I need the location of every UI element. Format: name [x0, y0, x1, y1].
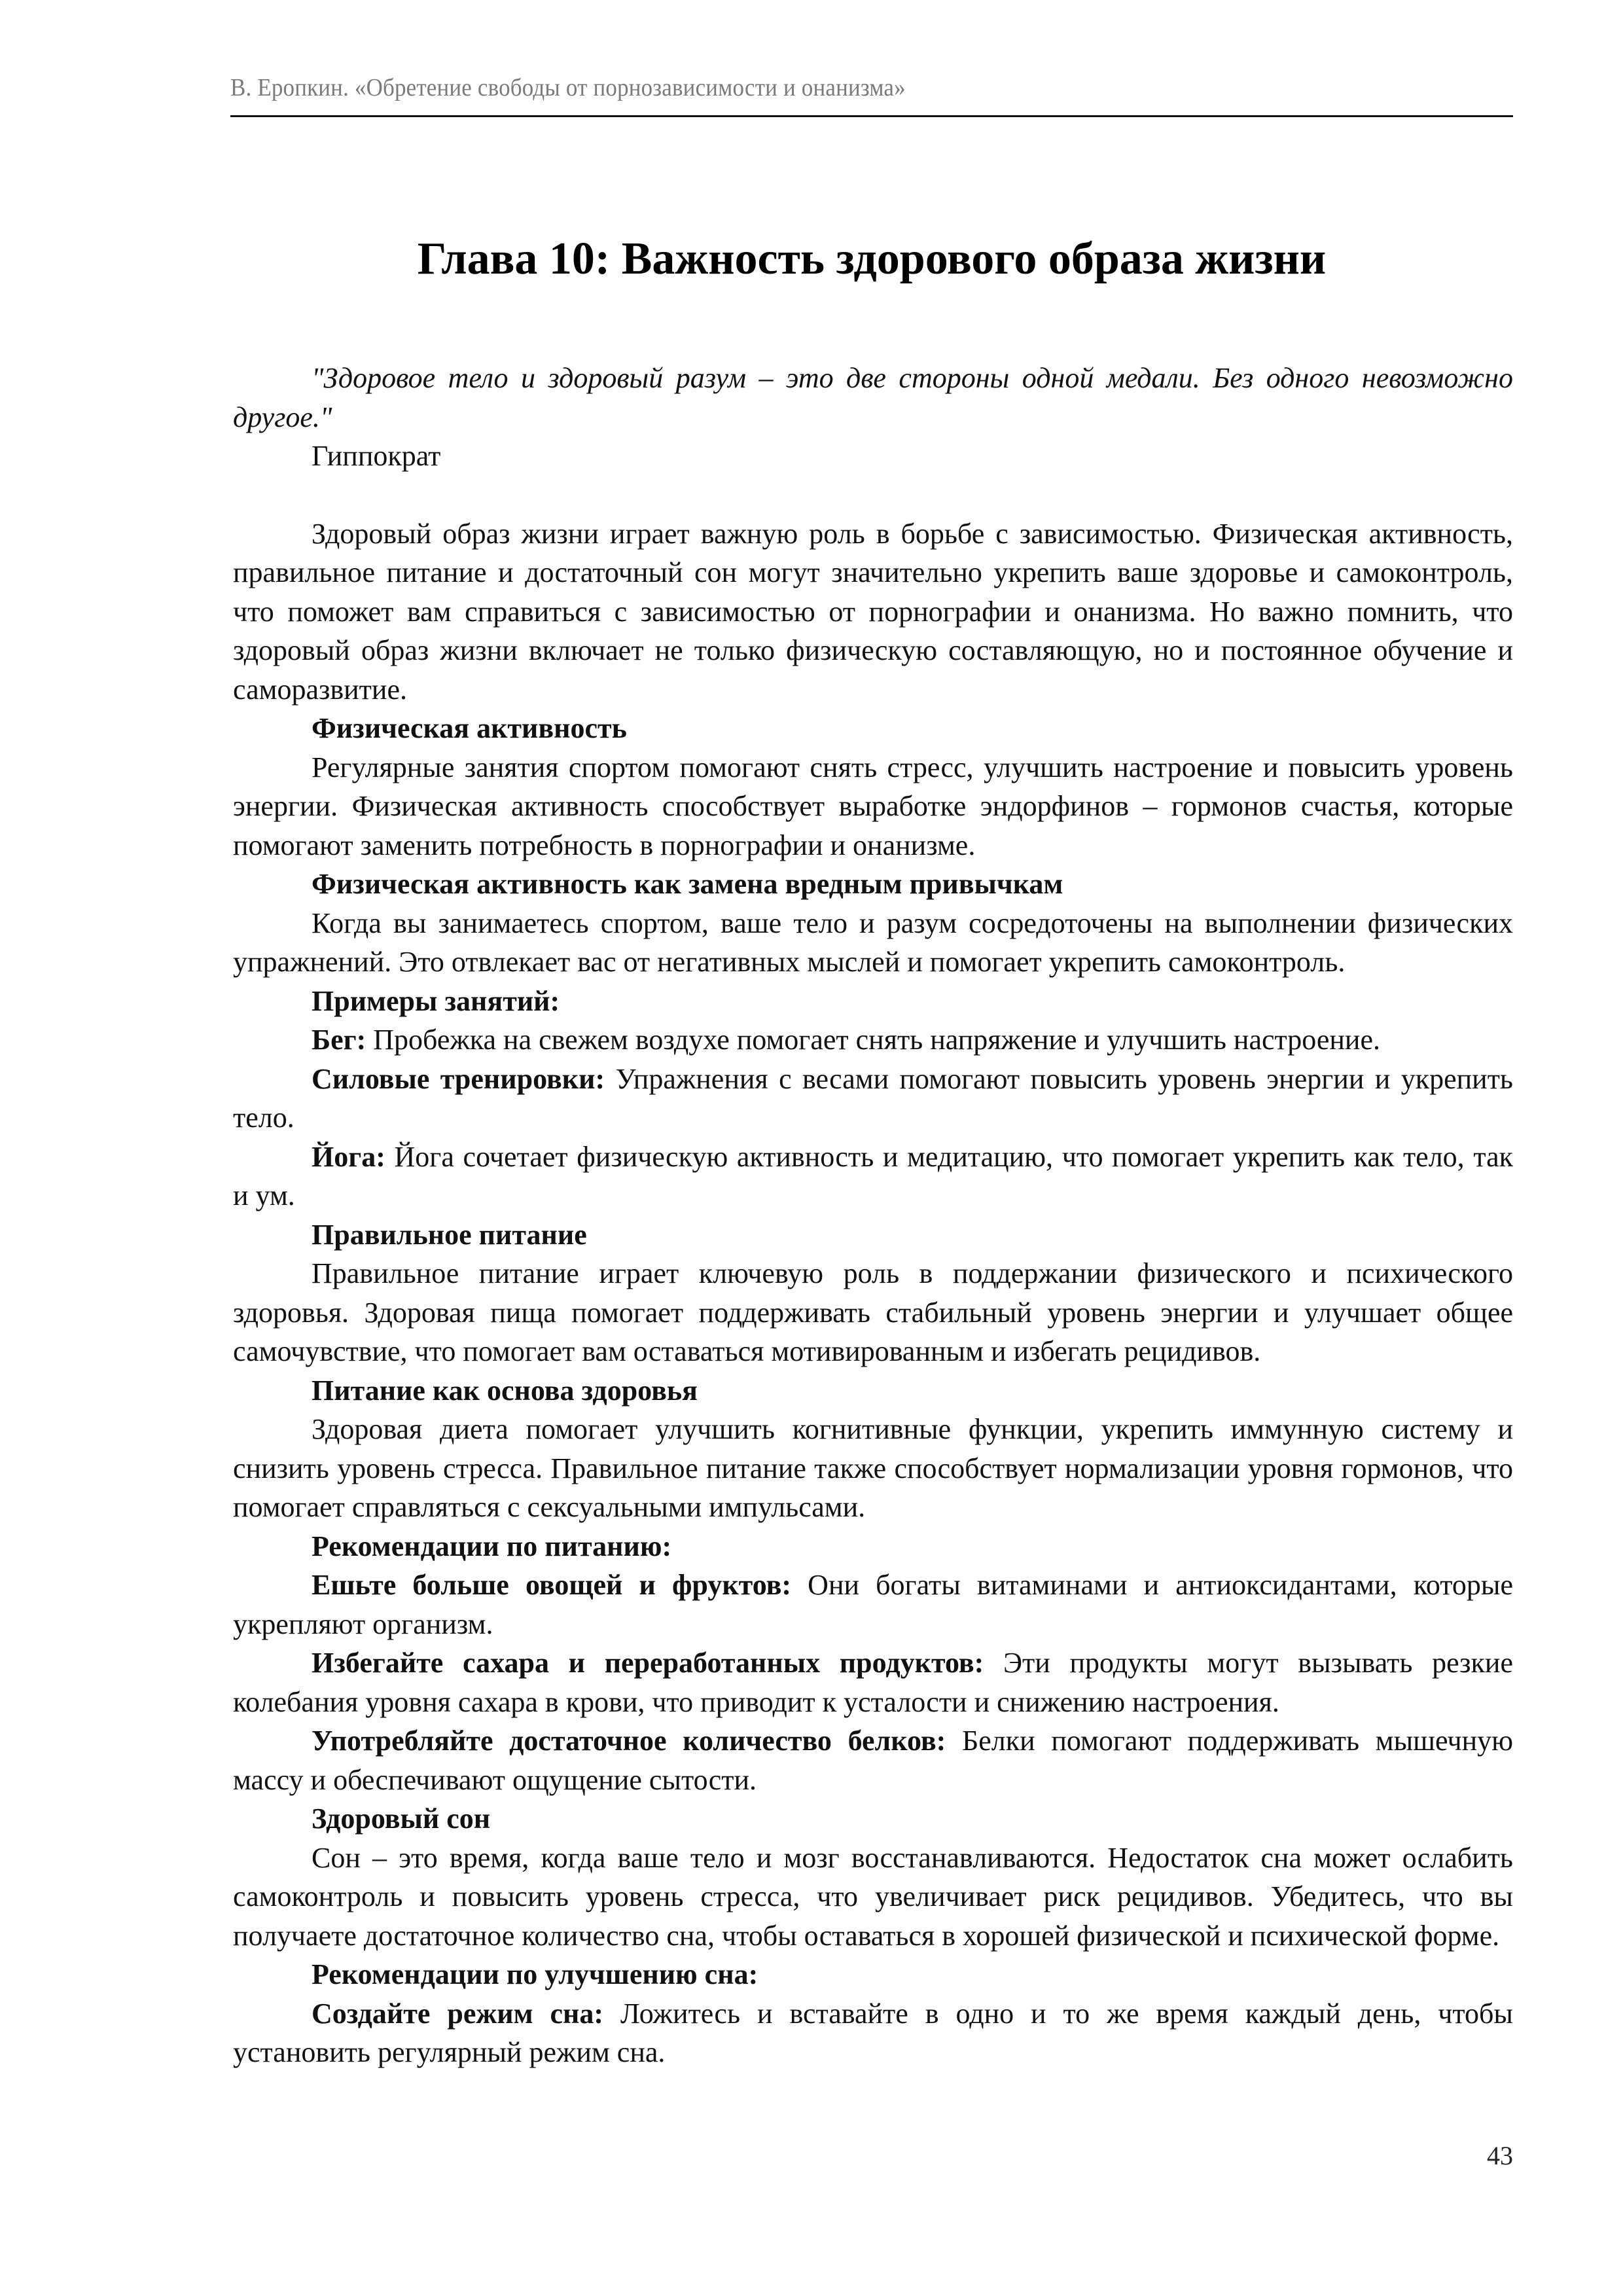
list-item: [233, 1060, 1513, 1138]
section-heading-nutrition-foundation: Питание как основа здоровья: [312, 1374, 698, 1407]
section-paragraph: Регулярные занятия спортом помогают снять стресс, улучшить настроение и повысить уровень энергии. Физическая активность способствует выработке эндорфинов – гормонов счастья, которые помогают заменить потребность в порнографии и онанизме.: [233, 751, 1513, 861]
item-lead: Избегайте сахара и переработанных продуктов:: [312, 1647, 984, 1679]
item-text: Белки помогают поддерживать мышечную массу и обеспечивают ощущение сытости.: [233, 1725, 1513, 1796]
item-lead: Ешьте больше овощей и фруктов:: [312, 1569, 792, 1601]
list-item: [233, 1566, 1513, 1643]
section-heading-proper-nutrition: Правильное питание: [312, 1218, 587, 1251]
list-item: [233, 1994, 1513, 2072]
item-text: Они богаты витаминами и антиоксидантами, которые укрепляют организм.: [233, 1569, 1514, 1640]
item-text: Йога сочетает физическую активность и медитацию, что помогает укрепить как тело, так и ум.: [233, 1140, 1513, 1211]
item-lead: Йога:: [312, 1140, 385, 1173]
intro-paragraph: Здоровый образ жизни играет важную роль в борьбе с зависимостью. Физическая активность, правильное питание и достаточный сон могут значительно укрепить ваше здоровье и самоконтроль, что поможет вам справиться с зависимостью от порнографии и онанизма. Но важно помнить, что здоровый образ жизни включает не только физическую составляющую, но и постоянное обучение и саморазвитие.: [233, 517, 1513, 706]
section-heading-physical-activity: Физическая активность: [312, 712, 627, 744]
section-heading-nutrition-recommendations: Рекомендации по питанию:: [312, 1530, 672, 1562]
chapter-title: Глава 10: Важность здорового образа жизни: [417, 234, 1327, 284]
item-text: Эти продукты могут вызывать резкие колебания уровня сахара в крови, что приводит к усталости и снижению настроения.: [233, 1647, 1513, 1718]
item-text: Упражнения с весами помогают повысить уровень энергии и укрепить тело.: [233, 1062, 1513, 1134]
item-text: Пробежка на свежем воздухе помогает снять напряжение и улучшить настроение.: [366, 1024, 1380, 1056]
header-divider: [230, 115, 1513, 117]
section-paragraph: Когда вы занимаетесь спортом, ваше тело и разум сосредоточены на выполнении физических упражнений. Это отвлекает вас от негативных мыслей и помогает укрепить самоконтроль.: [233, 906, 1513, 978]
chapter-body: [233, 359, 1513, 2072]
page-number: 43: [1487, 2141, 1513, 2170]
item-lead: Употребляйте достаточное количество белков:: [312, 1725, 946, 1757]
item-lead: Силовые тренировки:: [312, 1062, 605, 1095]
epigraph-author: Гиппократ: [312, 440, 441, 472]
section-heading-activity-replacement: Физическая активность как замена вредным привычкам: [312, 868, 1063, 900]
section-paragraph: Здоровая диета помогает улучшить когнитивные функции, укрепить иммунную систему и снизить уровень стресса. Правильное питание также способствует нормализации уровня гормонов, что помогает справляться с сексуальными импульсами.: [233, 1413, 1513, 1523]
item-text: Ложитесь и вставайте в одно и то же время каждый день, чтобы установить регулярный режим сна.: [233, 1997, 1513, 2068]
list-item: [233, 1643, 1513, 1721]
section-heading-activity-examples: Примеры занятий:: [312, 984, 560, 1017]
running-header: В. Еропкин. «Обретение свободы от порнозависимости и онанизма»: [230, 74, 906, 101]
list-item: [233, 1721, 1513, 1799]
list-item: [233, 1020, 1513, 1060]
item-lead: Бег:: [312, 1024, 366, 1056]
section-paragraph: Сон – это время, когда ваше тело и мозг восстанавливаются. Недостаток сна может ослабить самоконтроль и повысить уровень стресса, что увеличивает риск рецидивов. Убедитесь, что вы получаете достаточное количество сна, чтобы оставаться в хорошей физической и психической форме.: [233, 1841, 1513, 1952]
section-paragraph: Правильное питание играет ключевую роль в поддержании физического и психического здоровья. Здоровая пища помогает поддерживать стабильный уровень энергии и улучшает общее самочувствие, что помогает вам оставаться мотивированным и избегать рецидивов.: [233, 1257, 1513, 1367]
epigraph-quote: "Здоровое тело и здоровый разум – это две стороны одной медали. Без одного невозможно другое.": [233, 362, 1513, 433]
list-item: [233, 1138, 1513, 1215]
section-heading-sleep-recommendations: Рекомендации по улучшению сна:: [312, 1958, 758, 1990]
section-heading-healthy-sleep: Здоровый сон: [312, 1803, 491, 1835]
item-lead: Создайте режим сна:: [312, 1997, 604, 2030]
